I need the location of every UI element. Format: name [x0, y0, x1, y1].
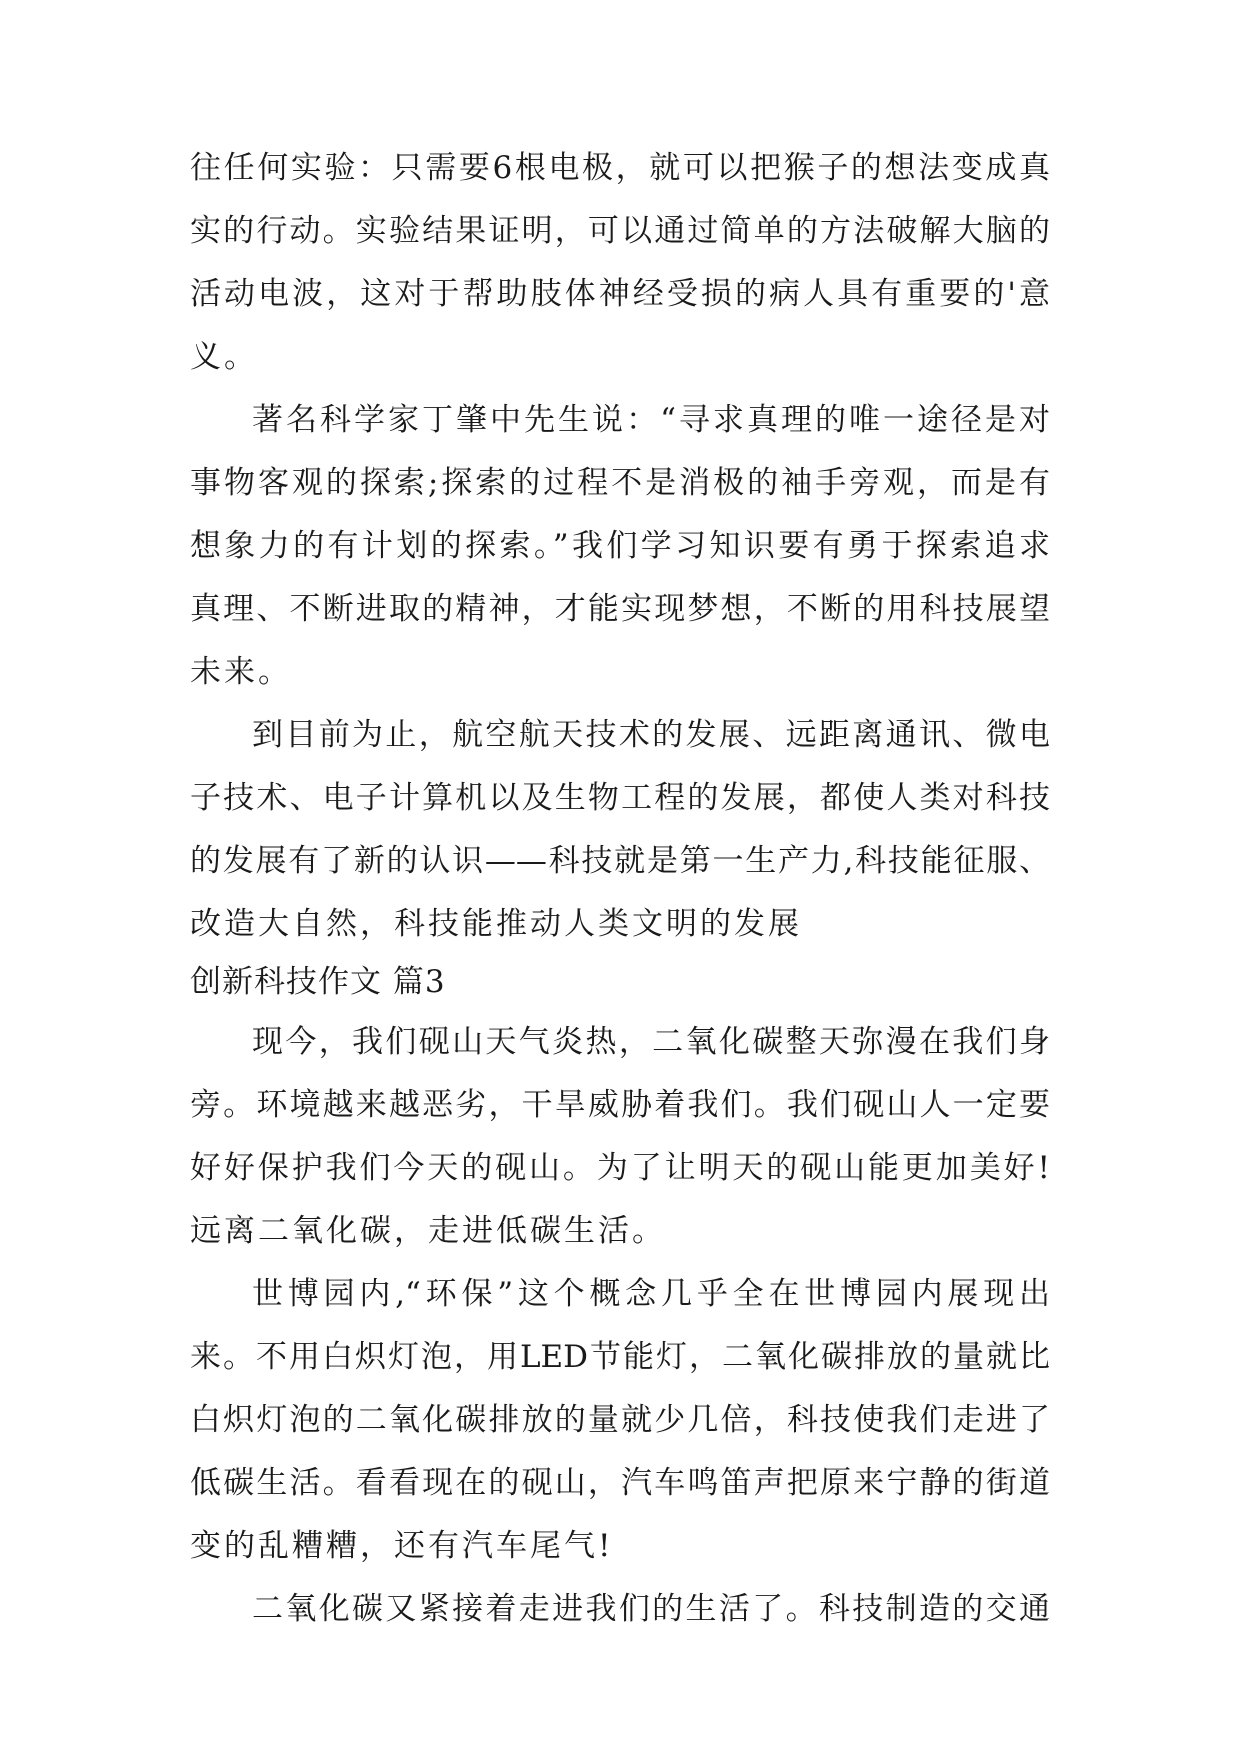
text-line: 好好保护我们今天的砚山。为了让明天的砚山能更加美好!	[190, 1150, 1050, 1186]
text-line: 改造大自然，科技能推动人类文明的发展	[190, 906, 802, 942]
text-line: 未来。	[190, 654, 292, 690]
text-line: 来。不用白炽灯泡，用LED节能灯，二氧化碳排放的量就比	[190, 1339, 1050, 1375]
text-line: 远离二氧化碳，走进低碳生活。	[190, 1213, 666, 1249]
text-line: 义。	[190, 339, 258, 375]
text-line: 事物客观的探索;探索的过程不是消极的袖手旁观，而是有	[190, 465, 1050, 501]
text-line: 白炽灯泡的二氧化碳排放的量就少几倍，科技使我们走进了	[190, 1402, 1050, 1438]
text-line: 的发展有了新的认识——科技就是第一生产力,科技能征服、	[190, 843, 1050, 879]
paragraph-first-line: 二氧化碳又紧接着走进我们的生活了。科技制造的交通	[252, 1591, 1050, 1627]
text-line: 实的行动。实验结果证明，可以通过简单的方法破解大脑的	[190, 213, 1050, 249]
text-line: 活动电波，这对于帮助肢体神经受损的病人具有重要的'意	[190, 276, 1050, 312]
text-line: 真理、不断进取的精神，才能实现梦想，不断的用科技展望	[190, 591, 1050, 627]
text-line: 低碳生活。看看现在的砚山，汽车鸣笛声把原来宁静的街道	[190, 1465, 1050, 1501]
text-line: 子技术、电子计算机以及生物工程的发展，都使人类对科技	[190, 780, 1050, 816]
section-heading: 创新科技作文 篇3	[190, 964, 446, 1000]
paragraph-first-line: 世博园内,“环保”这个概念几乎全在世博园内展现出	[252, 1276, 1050, 1312]
text-line: 旁。环境越来越恶劣，干旱威胁着我们。我们砚山人一定要	[190, 1087, 1050, 1123]
paragraph-first-line: 到目前为止，航空航天技术的发展、远距离通讯、微电	[252, 717, 1050, 753]
text-line: 变的乱糟糟，还有汽车尾气!	[190, 1528, 614, 1564]
text-line: 想象力的有计划的探索。”我们学习知识要有勇于探索追求	[190, 528, 1050, 564]
text-line: 往任何实验：只需要6根电极，就可以把猴子的想法变成真	[190, 150, 1050, 186]
paragraph-first-line: 现今，我们砚山天气炎热，二氧化碳整天弥漫在我们身	[252, 1024, 1050, 1060]
paragraph-first-line: 著名科学家丁肇中先生说：“寻求真理的唯一途径是对	[252, 402, 1050, 438]
